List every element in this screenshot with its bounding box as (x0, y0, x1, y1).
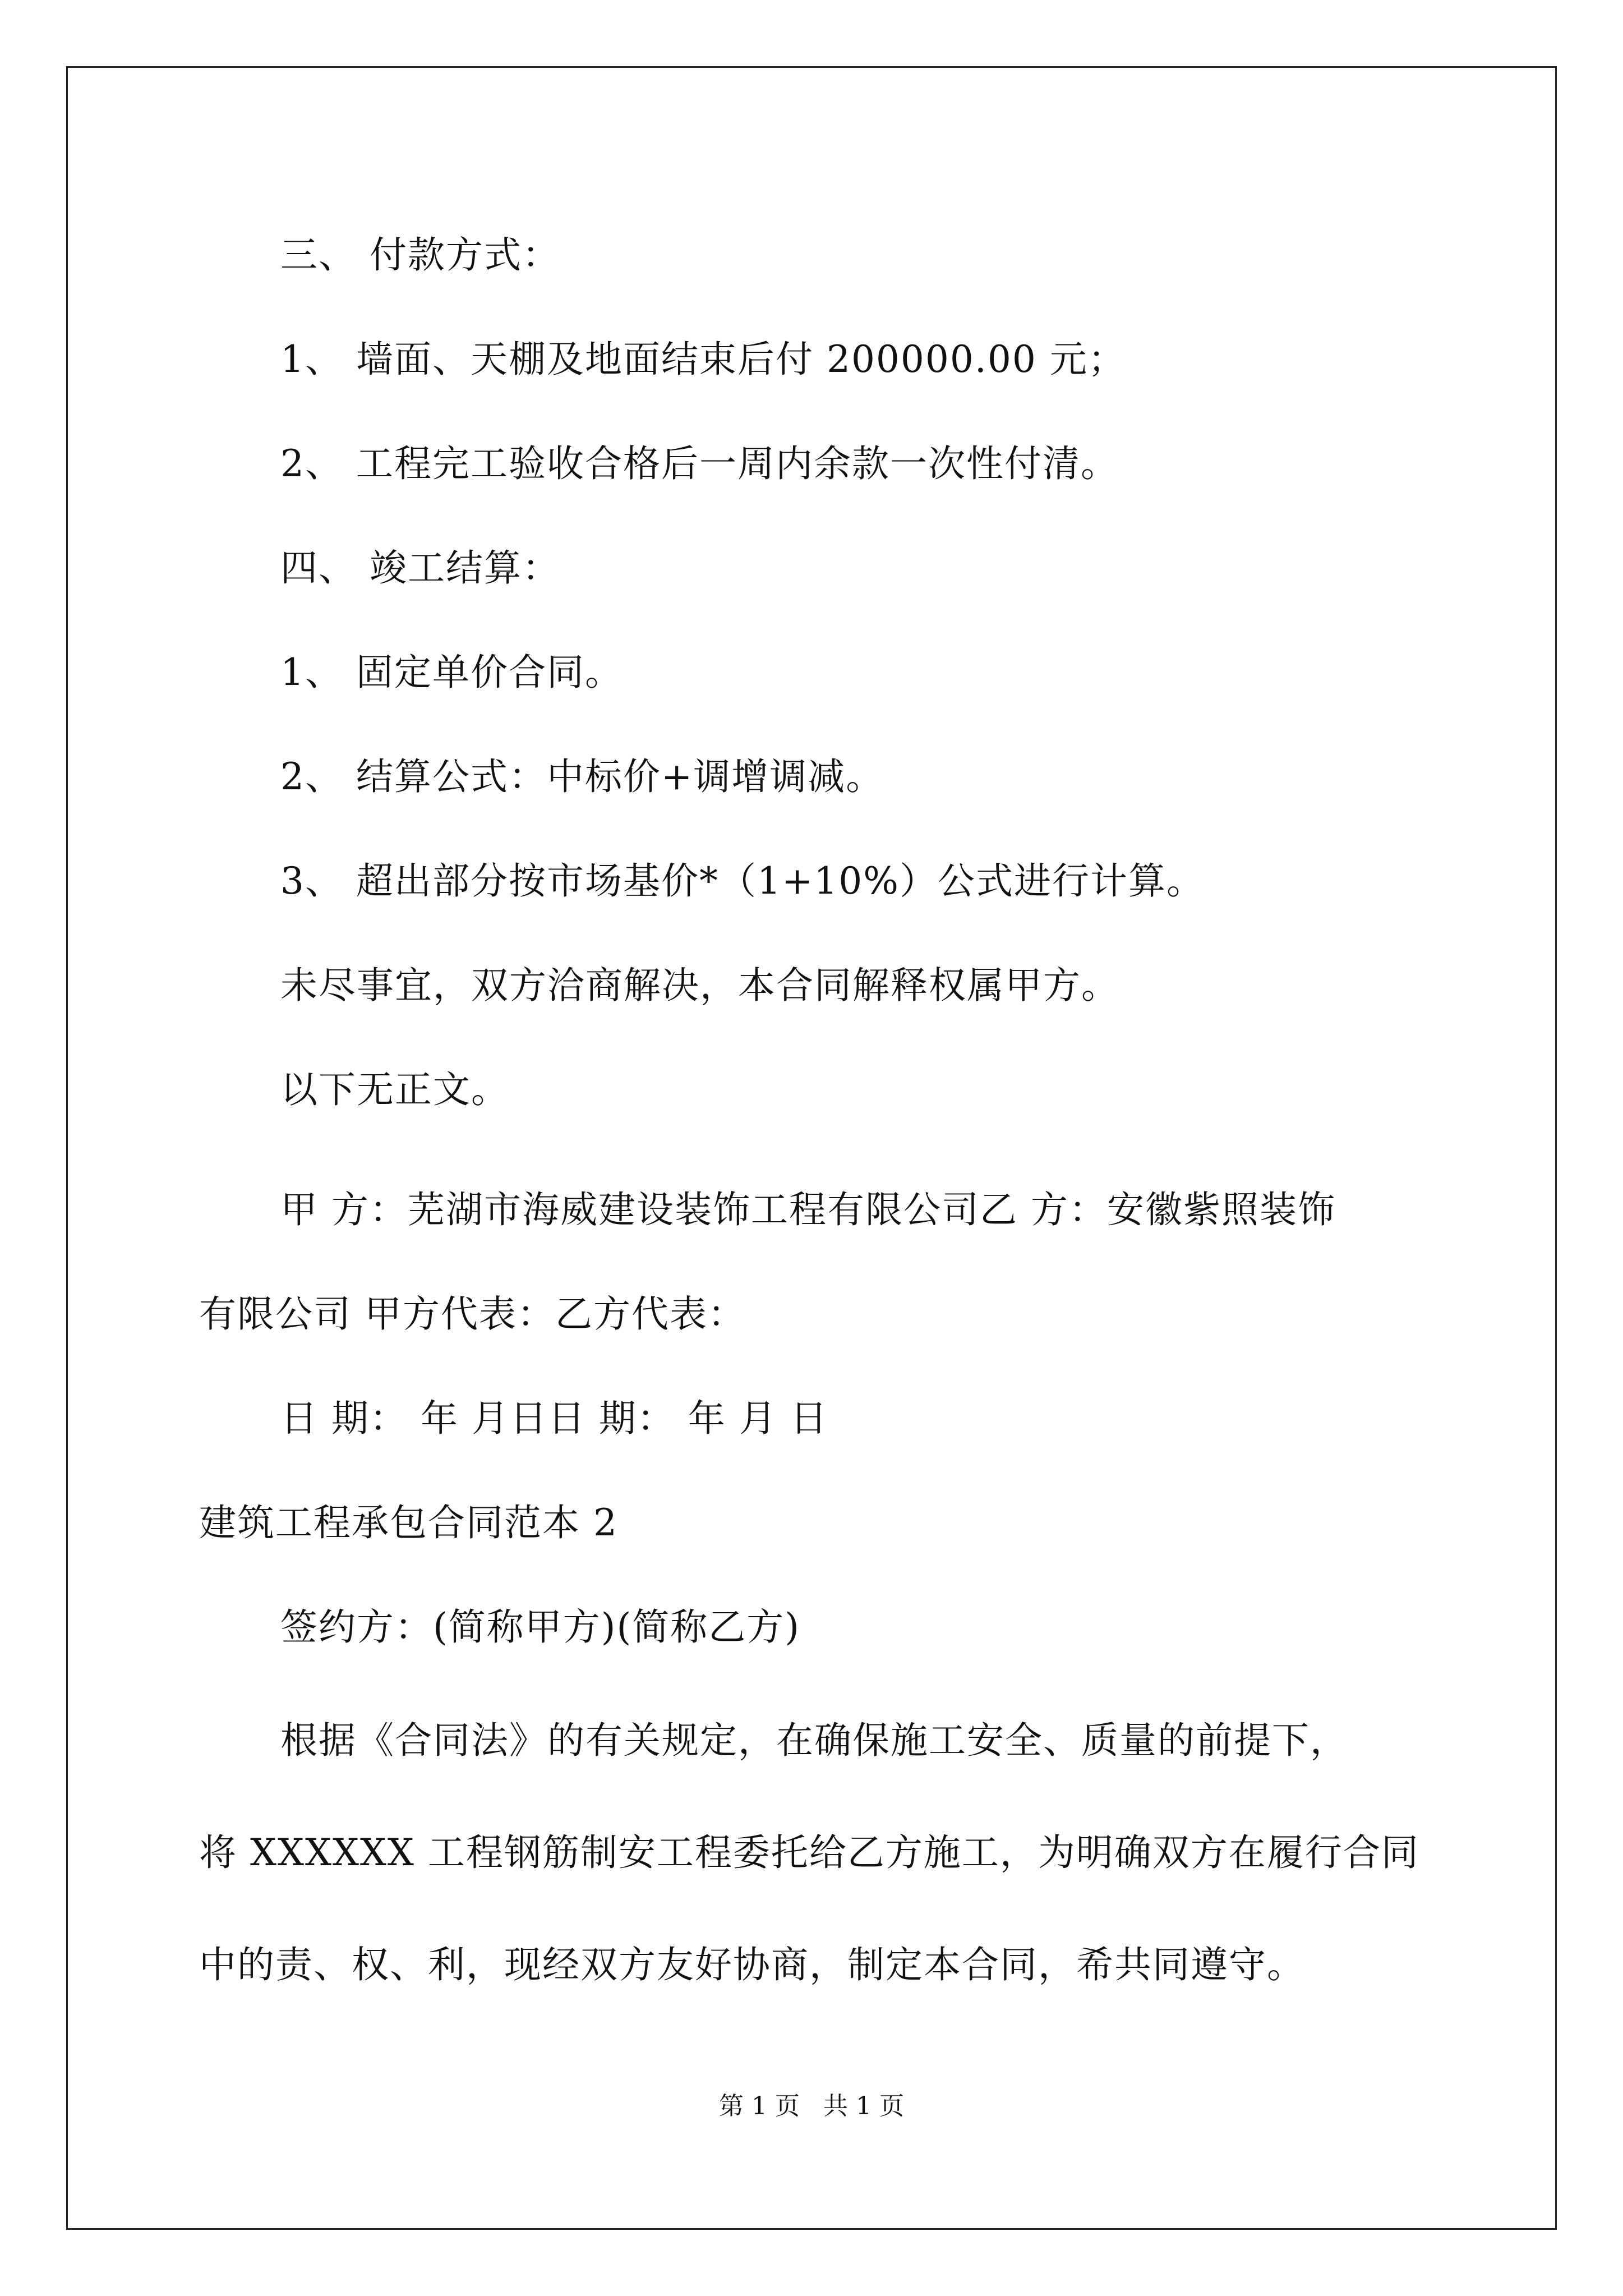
party-line-1: 甲 方：芜湖市海威建设装饰工程有限公司乙 方：安徽紫照装饰 (280, 1188, 1336, 1231)
body-paragraph-line-3: 中的责、权、利，现经双方友好协商，制定本合同，希共同遵守。 (199, 1943, 1305, 1986)
payment-item-2: 2、 工程完工验收合格后一周内余款一次性付清。 (280, 442, 1119, 485)
signing-parties: 签约方：(简称甲方)(简称乙方) (280, 1605, 800, 1649)
settlement-item-2: 2、 结算公式：中标价+调增调减。 (280, 755, 884, 798)
settlement-item-1: 1、 固定单价合同。 (280, 651, 623, 694)
paragraph-no-more-text: 以下无正文。 (280, 1068, 509, 1111)
page-border (66, 66, 1557, 2230)
payment-item-1: 1、 墙面、天棚及地面结束后付 200000.00 元； (280, 338, 1126, 381)
paragraph-unresolved-matters: 未尽事宜，双方洽商解决，本合同解释权属甲方。 (280, 964, 1119, 1007)
date-line: 日 期： 年 月日日 期： 年 月 日 (280, 1397, 828, 1440)
body-paragraph-line-1: 根据《合同法》的有关规定，在确保施工安全、质量的前提下， (280, 1719, 1348, 1762)
party-line-2: 有限公司 甲方代表：乙方代表： (199, 1292, 746, 1336)
section-title-contract-2: 建筑工程承包合同范本 2 (199, 1501, 618, 1544)
section-heading-payment: 三、 付款方式： (280, 233, 560, 277)
settlement-item-3: 3、 超出部分按市场基价*（1+10%）公式进行计算。 (280, 859, 1205, 903)
page-footer: 第 1 页 共 1 页 (719, 2092, 904, 2120)
section-heading-settlement: 四、 竣工结算： (280, 546, 560, 590)
body-paragraph-line-2: 将 XXXXXX 工程钢筋制安工程委托给乙方施工，为明确双方在履行合同 (199, 1831, 1419, 1874)
